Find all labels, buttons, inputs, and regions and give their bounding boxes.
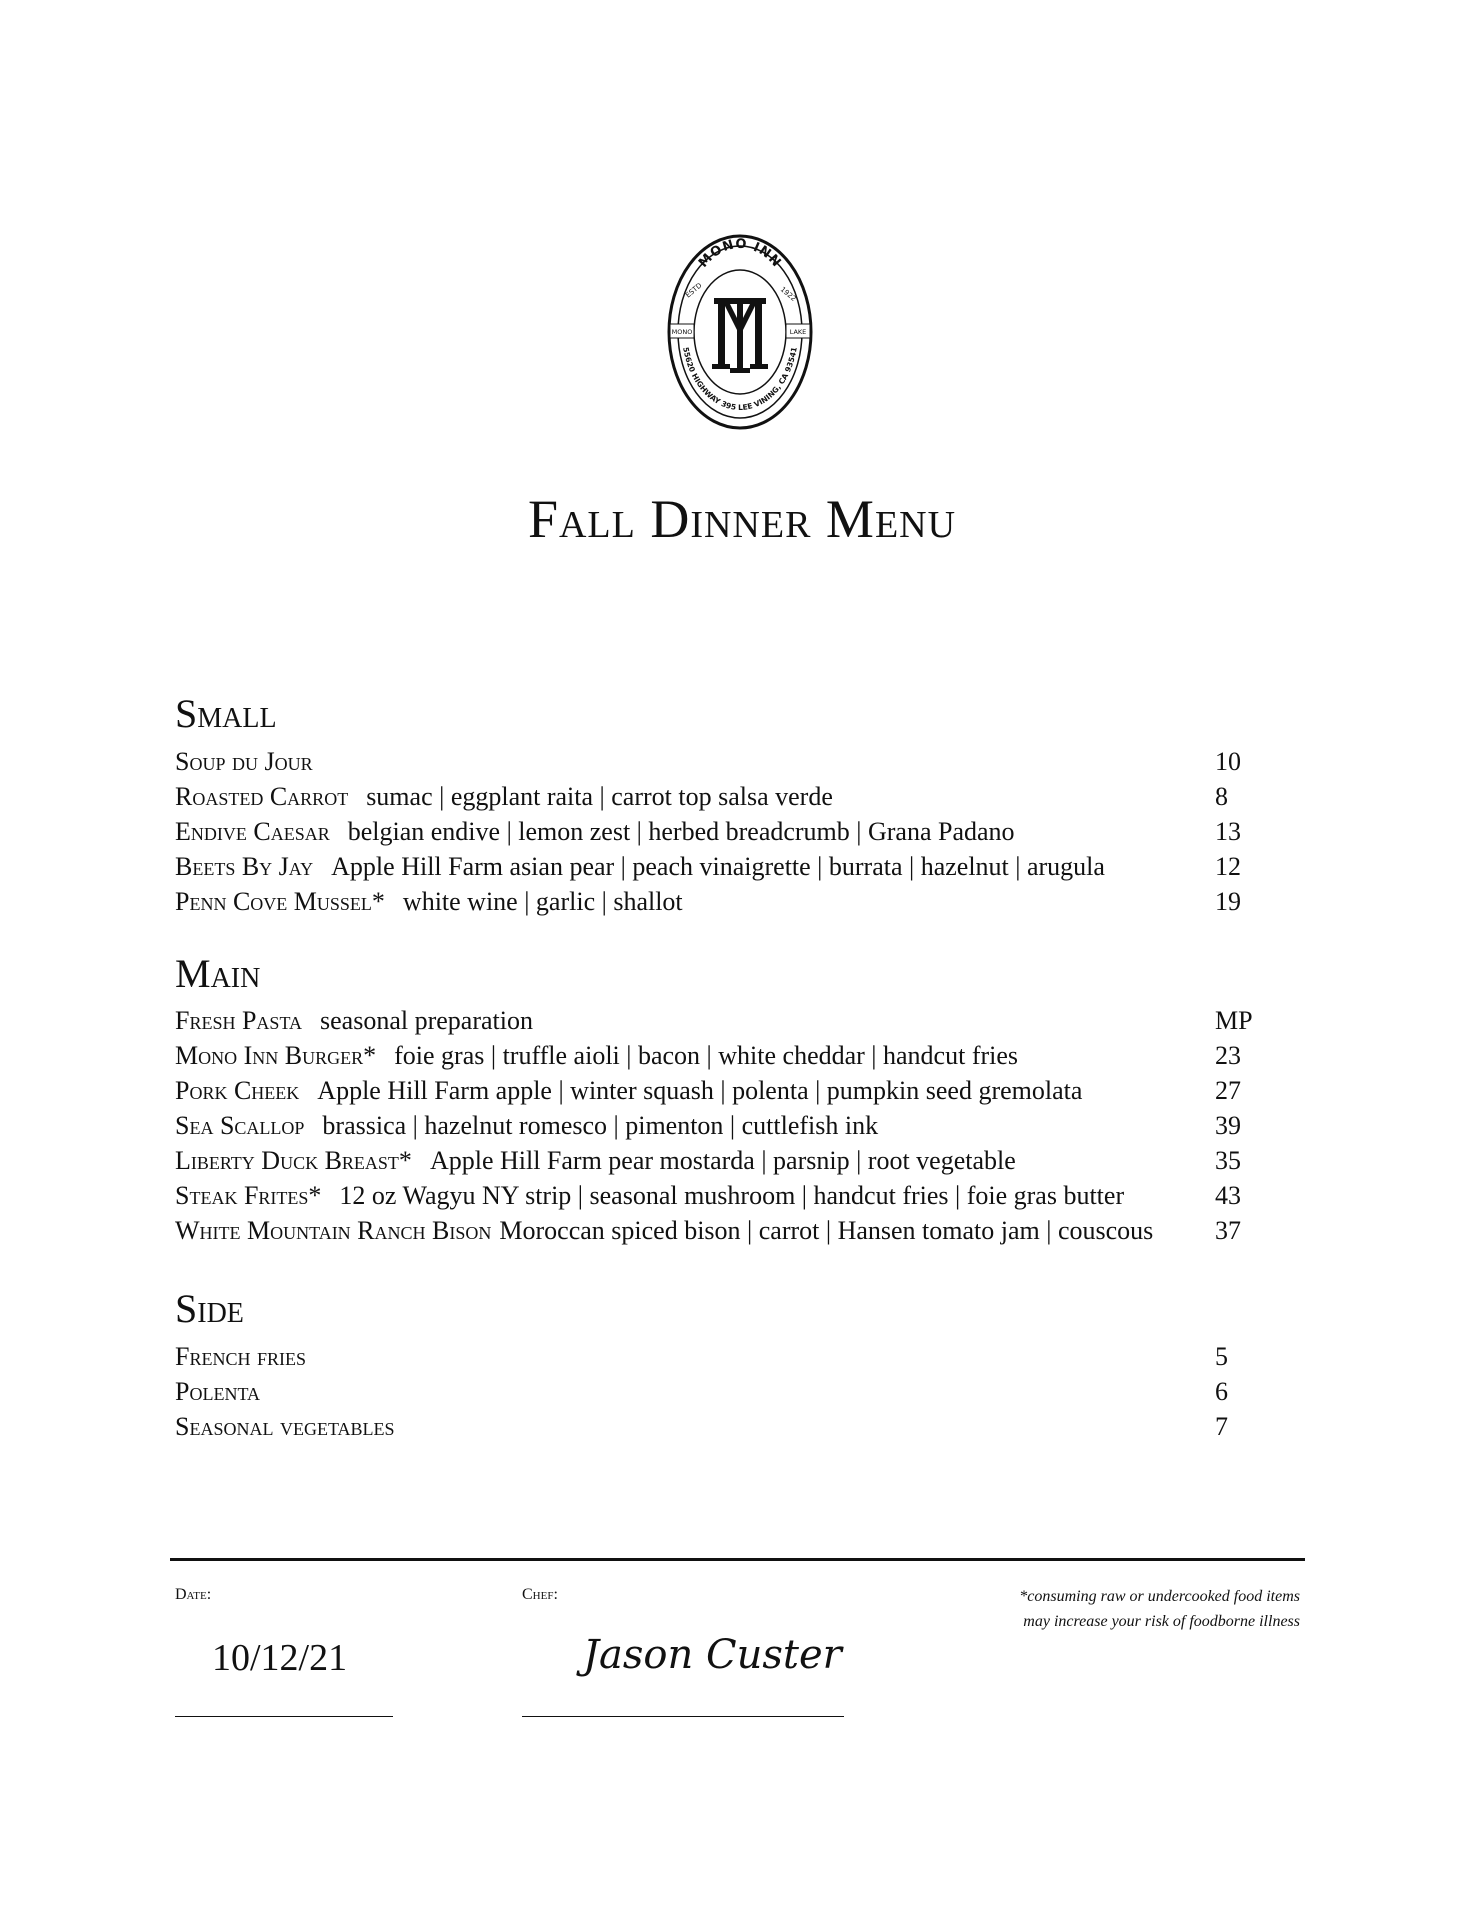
svg-text:LAKE: LAKE	[789, 328, 807, 336]
menu-item	[175, 1412, 1245, 1446]
menu-item	[175, 1076, 1245, 1110]
menu-item	[175, 887, 1245, 921]
item-name: Endive Caesar	[175, 817, 330, 846]
menu-item	[175, 852, 1245, 886]
date-label: Date:	[175, 1586, 212, 1603]
item-description: foie gras | truffle aioli | bacon | white cheddar | handcut fries	[394, 1041, 1019, 1070]
item-price: 23	[1215, 1041, 1241, 1070]
item-description: sumac | eggplant raita | carrot top salsa verde	[366, 782, 833, 811]
item-name: Roasted Carrot	[175, 782, 349, 811]
item-name: Liberty Duck Breast*	[175, 1146, 412, 1175]
item-price: 8	[1215, 782, 1228, 811]
chef-signature-line	[522, 1716, 844, 1717]
item-name: Soup du Jour	[175, 747, 313, 776]
section-heading-side: Side	[175, 1286, 244, 1331]
item-price: 13	[1215, 817, 1241, 846]
item-price: 39	[1215, 1111, 1241, 1140]
food-safety-disclaimer	[940, 1584, 1300, 1634]
item-description: white wine | garlic | shallot	[402, 887, 683, 916]
svg-text:MONO: MONO	[671, 328, 693, 336]
chef-signature: Jason Custer	[583, 1632, 842, 1678]
item-price: 27	[1215, 1076, 1241, 1105]
item-description: Apple Hill Farm apple | winter squash | polenta | pumpkin seed gremolata	[317, 1076, 1083, 1105]
footer-divider	[170, 1558, 1305, 1561]
item-description: Apple Hill Farm asian pear | peach vinaigrette | burrata | hazelnut | arugula	[331, 852, 1105, 881]
disclaimer-line: *consuming raw or undercooked food items	[1019, 1588, 1300, 1605]
item-description: Apple Hill Farm pear mostarda | parsnip | root vegetable	[429, 1146, 1016, 1175]
item-price: 37	[1215, 1216, 1241, 1245]
menu-item	[175, 1216, 1245, 1250]
item-name: Sea Scallop	[175, 1111, 305, 1140]
menu-item	[175, 747, 1245, 781]
menu-item	[175, 1377, 1245, 1411]
menu-item	[175, 1342, 1245, 1376]
item-name: White Mountain Ranch Bison	[175, 1216, 492, 1245]
item-name: Beets By Jay	[175, 852, 314, 881]
item-price: 6	[1215, 1377, 1228, 1406]
mono-inn-logo	[666, 232, 814, 432]
chef-label: Chef:	[522, 1586, 558, 1603]
date-value: 10/12/21	[212, 1637, 348, 1679]
date-signature-line	[175, 1716, 393, 1717]
item-description: 12 oz Wagyu NY strip | seasonal mushroom | handcut fries | foie gras butter	[339, 1181, 1125, 1210]
item-description: seasonal preparation	[320, 1006, 533, 1035]
disclaimer-line: may increase your risk of foodborne illness	[1023, 1613, 1300, 1630]
item-price: 19	[1215, 887, 1241, 916]
item-name: Seasonal vegetables	[175, 1412, 395, 1441]
item-name: Penn Cove Mussel*	[175, 887, 385, 916]
menu-item	[175, 817, 1245, 851]
section-heading-small: Small	[175, 691, 277, 736]
menu-item	[175, 1111, 1245, 1145]
section-heading-main: Main	[175, 951, 261, 996]
item-price: 43	[1215, 1181, 1241, 1210]
menu-item	[175, 1041, 1245, 1075]
item-name: Pork Cheek	[175, 1076, 300, 1105]
item-description: brassica | hazelnut romesco | pimenton | cuttlefish ink	[322, 1111, 879, 1140]
item-name: Mono Inn Burger*	[175, 1041, 377, 1070]
svg-text:55620 HIGHWAY 395 LEE VINING,: 55620 HIGHWAY 395 LEE VINING, CA 93541	[681, 346, 799, 412]
item-description: Moroccan spiced bison | carrot | Hansen tomato jam | couscous	[499, 1216, 1154, 1245]
svg-text:MONO INN: MONO INN	[695, 236, 785, 271]
page-title: Fall Dinner Menu	[527, 489, 957, 549]
item-price: 5	[1215, 1342, 1228, 1371]
menu-item	[175, 1146, 1245, 1180]
item-price: MP	[1215, 1006, 1253, 1035]
item-price: 7	[1215, 1412, 1228, 1441]
menu-item	[175, 1181, 1245, 1215]
item-price: 12	[1215, 852, 1241, 881]
svg-text:ESTD: ESTD	[684, 281, 704, 300]
item-name: Steak Frites*	[175, 1181, 322, 1210]
item-name: French fries	[175, 1342, 306, 1371]
item-name: Polenta	[175, 1377, 261, 1406]
svg-text:1922: 1922	[778, 285, 798, 303]
item-description: belgian endive | lemon zest | herbed breadcrumb | Grana Padano	[347, 817, 1015, 846]
menu-item	[175, 1006, 1253, 1040]
item-name: Fresh Pasta	[175, 1006, 302, 1035]
menu-item	[175, 782, 1245, 816]
item-price: 35	[1215, 1146, 1241, 1175]
item-price: 10	[1215, 747, 1241, 776]
